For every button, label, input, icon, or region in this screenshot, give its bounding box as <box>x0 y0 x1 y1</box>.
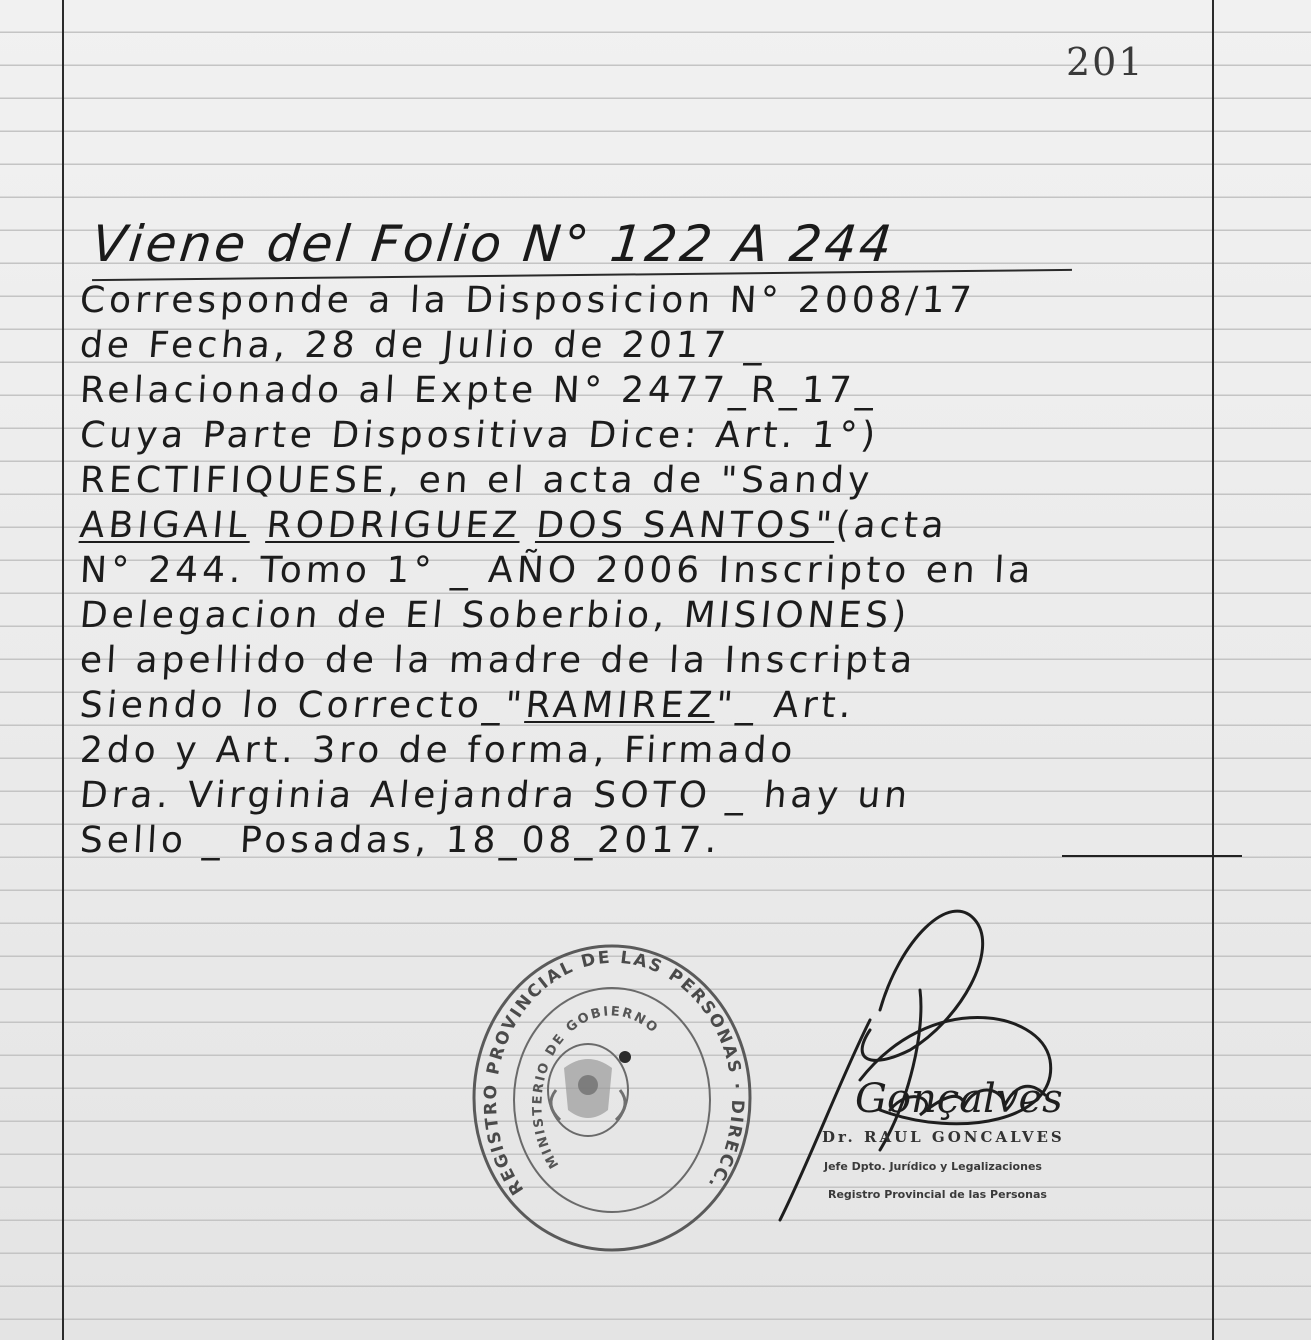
seal-svg <box>464 940 754 1256</box>
signature-script-text: Gonçalves <box>855 1076 1063 1122</box>
seal-outer-textpath: REGISTRO PROVINCIAL DE LAS PERSONAS · DIRECC. <box>480 947 748 1199</box>
signatory-office: Registro Provincial de las Personas <box>828 1188 1047 1201</box>
body-line: RECTIFIQUESE, en el acta de "Sandy <box>78 460 875 501</box>
given-name: ABIGAIL <box>78 505 253 546</box>
left-margin-line <box>62 0 64 1340</box>
correct-surname: RAMIREZ <box>523 685 718 726</box>
surname-2: DOS SANTOS" <box>534 505 838 546</box>
body-line: el apellido de la madre de la Inscripta <box>78 640 918 681</box>
body-line: Corresponde a la Disposicion N° 2008/17 <box>78 280 977 321</box>
coat-of-arms-icon <box>548 1044 628 1136</box>
seal-ink-dot <box>619 1051 631 1063</box>
document-heading: Viene del Folio N° 122 A 244 <box>88 215 898 273</box>
correct-prefix: Siendo lo Correcto_" <box>78 685 528 726</box>
body-line-correct <box>78 683 1222 728</box>
art-label: Art. <box>772 685 857 726</box>
body-line: Relacionado al Expte N° 2477_R_17_ <box>78 370 879 411</box>
body-line: 2do y Art. 3ro de forma, Firmado <box>78 730 798 771</box>
correct-suffix: "_ <box>714 685 761 726</box>
body-line: Dra. Virginia Alejandra SOTO _ hay un <box>78 775 913 816</box>
handwritten-body <box>80 278 1220 863</box>
closing-dash-line <box>1062 855 1242 857</box>
body-line: N° 244. Tomo 1° _ AÑO 2006 Inscripto en la <box>78 550 1036 591</box>
body-line: Sello _ Posadas, 18_08_2017. <box>78 820 722 861</box>
seal-outer-ring <box>474 946 750 1250</box>
body-line-names <box>78 503 1222 548</box>
surname-1: RODRIGUEZ <box>264 505 523 546</box>
seal-inner-textpath: MINISTERIO DE GOBIERNO <box>530 1004 662 1171</box>
acta-open: (acta <box>833 505 950 546</box>
body-line: Delegacion de El Soberbio, MISIONES) <box>78 595 912 636</box>
signature-scribble <box>780 911 1051 1220</box>
signatory-title: Jefe Dpto. Jurídico y Legalizaciones <box>824 1160 1042 1173</box>
signatory-name: Dr. RAUL GONCALVES <box>822 1128 1065 1146</box>
official-seal <box>464 940 754 1256</box>
page-number: 201 <box>1066 40 1145 84</box>
body-line: de Fecha, 28 de Julio de 2017 _ <box>78 325 769 366</box>
body-line: Cuya Parte Dispositiva Dice: Art. 1°) <box>78 415 881 456</box>
